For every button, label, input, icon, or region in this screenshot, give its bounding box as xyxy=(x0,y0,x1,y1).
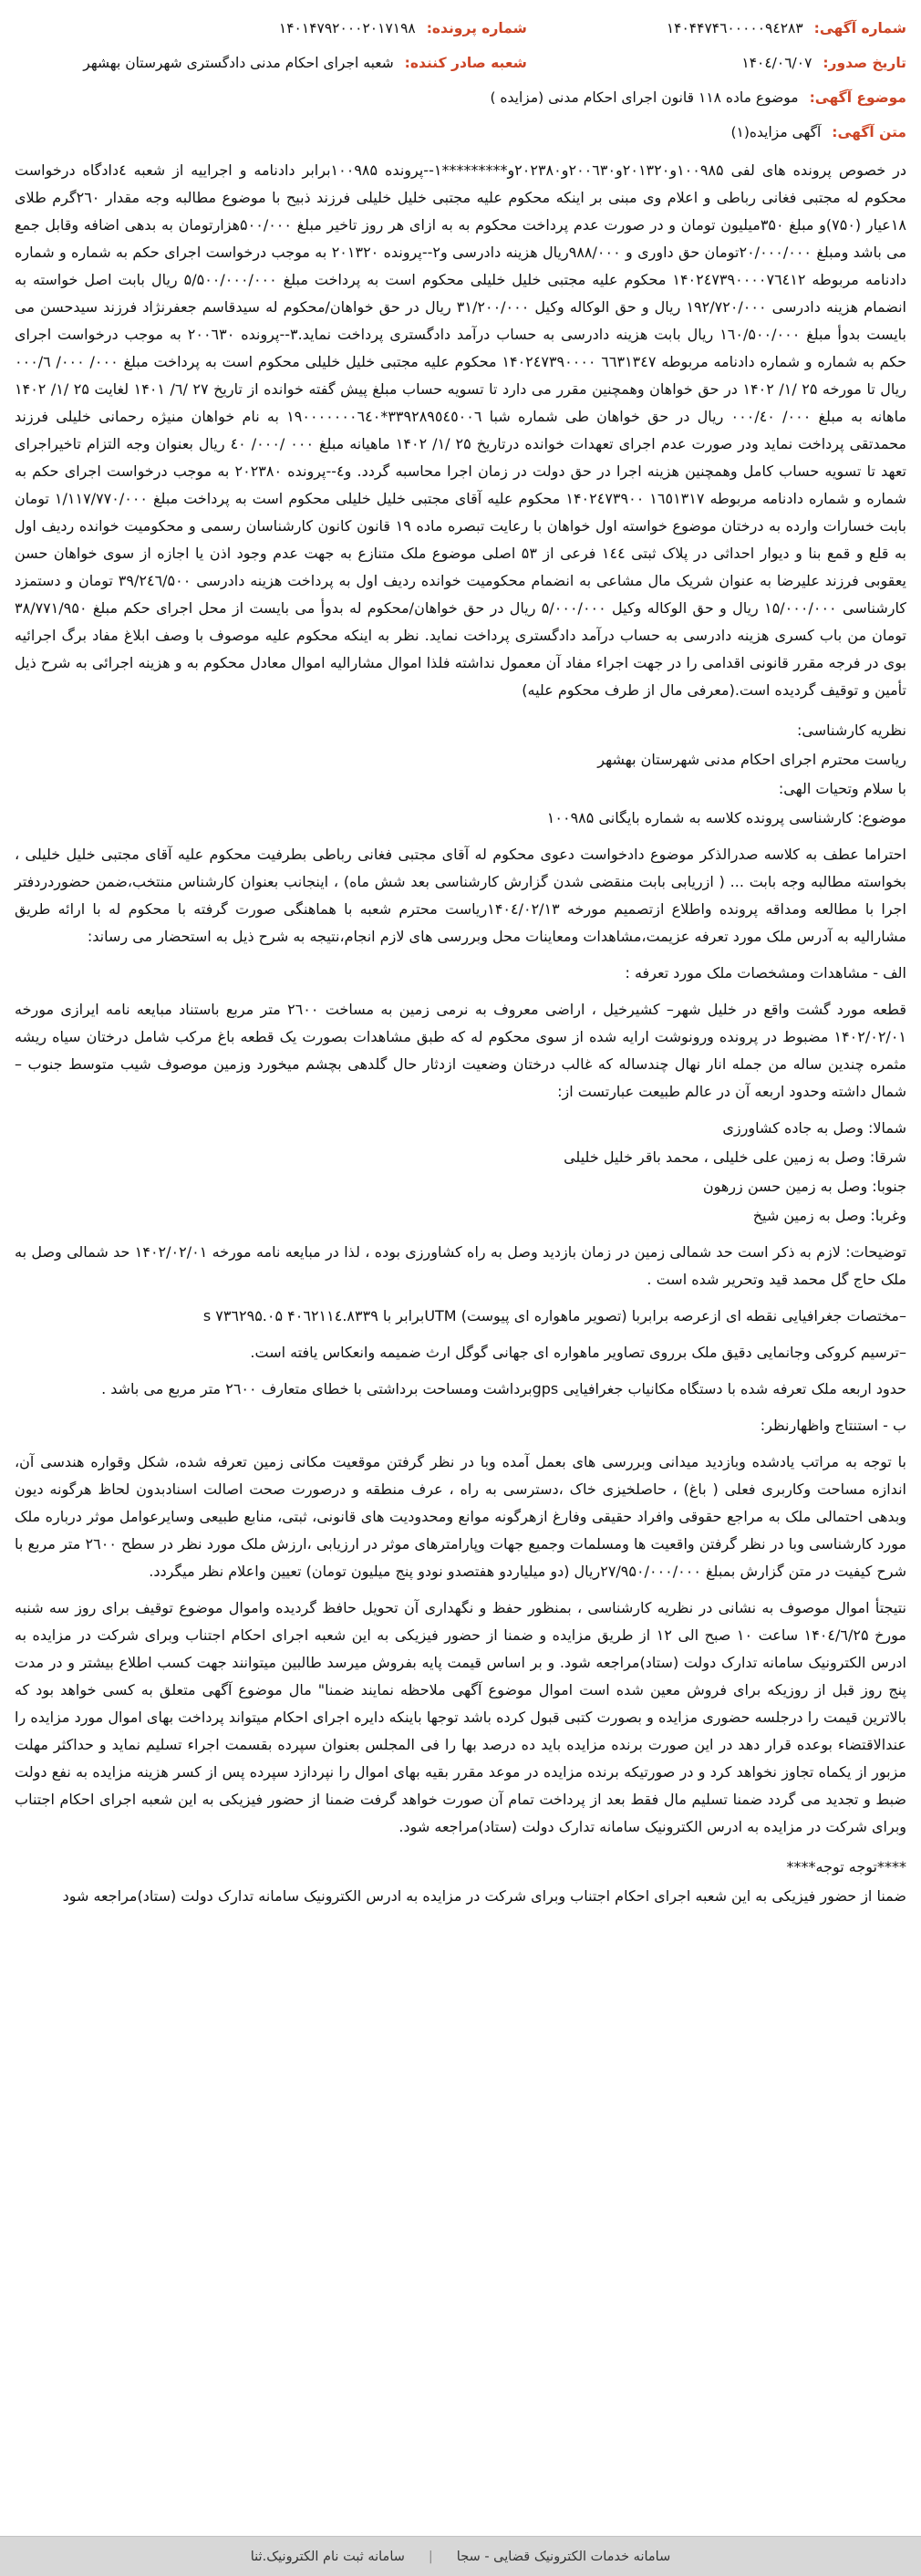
header-row-3 xyxy=(15,88,906,108)
case-number-value: ۱۴۰۱۴۷۹۲۰۰۰۲۰۱۷۱۹۸ xyxy=(278,20,416,36)
notice-text-label: متن آگهی: xyxy=(832,124,906,140)
issuing-branch-label: شعبه صادر کننده: xyxy=(404,55,527,71)
boundary-north: شمالا: وصل به جاده کشاورزی xyxy=(722,1119,906,1137)
field-notice-text xyxy=(15,122,906,142)
notice-header xyxy=(15,18,906,142)
footer-link-sana[interactable]: سامانه ثبت نام الکترونیک.ثنا xyxy=(250,2549,405,2564)
paragraph-sketch-note: –ترسیم کروکی وجانمایی دقیق ملک برروی تصاویر ماهواره ای جهانی گوگل ارث ضمیمه وانعکاس یافته است. xyxy=(250,1344,906,1361)
issue-date-value: ۱۴۰٤/۰٦/۰۷ xyxy=(741,55,812,71)
field-case-number xyxy=(15,18,527,38)
header-row-2 xyxy=(15,53,906,73)
footer-link-saja[interactable]: سامانه خدمات الکترونیک قضایی - سجا xyxy=(456,2549,671,2564)
boundary-south: جنوبا: وصل به زمین حسن زرهون xyxy=(702,1178,906,1195)
field-issuing-branch xyxy=(15,53,527,73)
issuing-branch-value: شعبه اجرای احکام مدنی دادگستری شهرستان بهشهر xyxy=(83,55,394,71)
field-notice-number xyxy=(527,18,906,38)
paragraph-salutation: با سلام وتحیات الهی: xyxy=(778,780,906,797)
boundary-west: وغربا: وصل به زمین شیخ xyxy=(752,1207,906,1224)
notice-number-label: شماره آگهی: xyxy=(813,20,906,36)
header-row-1 xyxy=(15,18,906,38)
case-number-label: شماره پرونده: xyxy=(426,20,527,36)
paragraph-case-subject: موضوع: کارشناسی پرونده کلاسه به شماره بایگانی ۱۰۰۹۸۵ xyxy=(546,809,906,826)
subject-label: موضوع آگهی: xyxy=(809,89,906,106)
section-title-observations: الف - مشاهدات ومشخصات ملک مورد تعرفه : xyxy=(625,964,906,982)
boundary-east: شرقا: وصل به زمین علی خلیلی ، محمد باقر خلیل خلیلی xyxy=(564,1148,906,1166)
paragraph-auction-terms: نتیجتأ اموال موصوف به نشانی در نظریه کارشناسی ، بمنظور حفظ و نگهداری آن تحویل حافظ گردیده واموال موضوع توقیف برای روز سه شنبه مورخ ۱۴۰٤/٦/۲۵ ساعت ۱۰ صبح الی ۱۲ از طریق مزایده و ضمنا از حضور فیزیکی به این شعبه اجرای احکام اجتناب وبرای شرکت در مزایده به ادرس الکترونیک سامانه تدارک دولت (ستاد)مراجعه شود. و بر اساس قیمت پایه بفروش میرسد طالبین میتوانند جهت کسب اطلاع بیشتر و در مدت پنج روز قبل از روزیکه برای فروش معین شده است اموال موضوع آگهی ملاحظه نمایند ضمنا" مال موضوع آگهی متعلق به کسی خواهد بود که بالاترین قیمت را درجلسه حضوری مزایده و بصورت کتبی قبول کرده باشد توجها باینکه دایره اجرای احکام میتواند پرداخت بهای اموال مورد مزایده را عندالاقتضاء بوعده قرار دهد در این صورت برنده مزایده باید ده درصد بها را فی المجلس بعنوان سپرده بقسمت اجراء تسلیم نماید و حداکثر مهلت مزبور از یکماه تجاوز نخواهد کرد و در صورتیکه برنده مزایده در موعد مقرر بقیه بهای اموال را نپردازد سپرده پس از کسر هزینه مزایده به نفع دولت ضبط و تجدید می گردد ضمنا تسلیم مال فقط بعد از پرداخت تمام آن صورت خواهد گرفت ضمنا از حضور فیزیکی به این شعبه اجرای احکام اجتناب وبرای شرکت در مزایده به ادرس الکترونیک سامانه تدارک دولت (ستاد)مراجعه شود. xyxy=(15,1599,906,1835)
paragraph-addressee: ریاست محترم اجرای احکام مدنی شهرستان بهشهر xyxy=(597,751,906,768)
issue-date-label: تاریخ صدور: xyxy=(823,55,906,71)
footer-services-bar xyxy=(0,2536,921,2576)
notice-text-title: آگهی مزایده(۱) xyxy=(730,124,822,140)
paragraph-setad-note: ضمنا از حضور فیزیکی به این شعبه اجرای احکام اجتناب وبرای شرکت در مزایده به ادرس الکترونیک سامانه تدارک دولت (ستاد)مراجعه شود xyxy=(62,1887,906,1905)
paragraph-expert-intro: احتراما عطف به کلاسه صدرالذکر موضوع دادخواست دعوی محکوم له آقای مجتبی فغانی رباطی بطرفیت محکوم علیه آقای مجتبی خلیل خلیلی ، بخواسته مطالبه وجه بابت ... ( ازریابی بابت منقضی شدن گزارش کارشناسی بعد شش ماه) ، اینجانب بعنوان کارشناس منتخب،ضمن حضوردردفتر اجرا با مطالعه ومداقه پرونده واطلاع ازتصمیم مورخه ۱۴۰٤/۰۲/۱۳ریاست محترم شعبه با هماهنگی صورت گرفته با محکوم له با ارائه طریق مشارالیه به آدرس ملک مورد تعرفه عزیمت،مشاهدات ومعاینات محل وبررسی های لازم انجام،نتیجه به شرح ذیل به استحضار می رساند: xyxy=(15,846,907,945)
notice-body xyxy=(15,157,906,1910)
header-row-4 xyxy=(15,122,906,142)
paragraph-utm-coordinates: –مختصات جغرافیایی نقطه ای ازعرصه برابربا (تصویر ماهواره ای پیوست) UTMبرابر با ۴۰٦۲۱۱٤.۸۳۳۹ s ۷۳٦۲۹۵.۰۵ xyxy=(202,1307,906,1324)
paragraph-property-description: قطعه مورد گشت واقع در خلیل شهر– کشیرخیل ، اراضی معروف به نرمی زمین به مساخت ۲٦۰۰ متر مربع باستناد مبایعه نامه ایرازی مورخه ۱۴۰۲/۰۲/۰۱ مضبوط در پرونده ورونوشت ارایه شده از سوی محکوم له که طبق مشاهدات بصورت یک قطعه باغ مرکب شامل درختان سیاه ریشه مثمره چندین ساله من جمله انار نهال چندساله که غالب درختان وضعیت ازدثار حال گلدهی بچشم میخورد وزمین موصوف شیب متوسط جنوب –شمال داشته وحدود اربعه آن در عالم طبیعت عبارتست از: xyxy=(15,1001,906,1100)
subject-value: موضوع ماده ۱۱۸ قانون اجرای احکام مدنی (مزایده ) xyxy=(490,89,799,106)
paragraph-attention-banner: ****توجه توجه**** xyxy=(786,1858,906,1875)
section-title-expert-opinion: نظریه کارشناسی: xyxy=(797,722,906,739)
paragraph-valuation: با توجه به مراتب یادشده وبازدید میدانی وبررسی های بعمل آمده وبا در نظر گرفتن موقعیت مکانی زمین تعرفه شده، شکل وقواره هندسی آن، اندازه مساحت وکاربری فعلی ( باغ) ، حاصلخیزی خاک ،دسترسی به راه ، عرف منطقه و درصورت صحت اصالت اسنادبدون لحاظ هرگونه دیون وبدهی احتمالی ملک به مراجع حقوقی وافراد حقیقی وفارغ ازهرگونه موانع ومحدودیت های قانونی، ثبتی، منابع طبیعی وسایرعوامل موثر درباره ملک مورد کارشناسی وبا در نظر گرفتن واقعیت ها ومسلمات وجمیع جهات وپارامترهای موثر در ارزیابی ،ارزش ملک مورد نظر در سطح ۲٦۰۰ متر مربع با شرح کیفیت در متن گزارش بمبلغ ۲۷/۹۵۰/۰۰۰/۰۰۰ریال (دو میلیاردو هفتصدو نودو پنج میلیون تومان) تعیین واعلام نظر میگردد. xyxy=(15,1453,906,1580)
field-issue-date xyxy=(527,53,906,73)
paragraph-boundary-note: توضیحات: لازم به ذکر است حد شمالی زمین در زمان بازدید وصل به راه کشاورزی بوده ، لذا در مبایعه نامه مورخه ۱۴۰۲/۰۲/۰۱ حد شمالی وصل به ملک حاج گل محمد قید وتحریر شده است . xyxy=(15,1243,906,1288)
paragraph-main-cases: در خصوص پرونده های لفی ۱۰۰۹۸۵و۲۰۱۳۲۰و۲۰۰٦۳۰و۲۰۲۳۸۰و*********۱--پرونده ۱۰۰۹۸۵برابر دادنامه و اجراییه از شعبه ٤دادگاه درخواست محکوم له مجتبی فغانی رباطی و اعلام وی مبنی بر اینکه محکوم علیه مجتبی خلیل خلیلی فرزند ذبیح با موضوع مطالبه وجه مقدار ۲٦۰گرم طلای ۱۸عیار (۷۵۰)و مبلغ ۳۵۰میلیون تومان و در صورت عدم پرداخت محکوم به به ازای هر روز تاخیر مبلغ ۵۰۰/۰۰۰هزارتومان به بدهی اضافه وقابل جمع می باشد ومبلغ ۲۰/۰۰۰/۰۰۰تومان حق داوری و ۹۸۸/۰۰۰ریال هزینه دادرسی و۲--پرونده ۲۰۱۳۲۰ به موجب درخواست اجرای حکم به شماره و شماره دادنامه مربوطه ۱۴۰۲٤۷۳۹۰۰۰۰۷٦٤۱۲ محکوم علیه مجتبی خلیل خلیلی محکوم است به پرداخت مبلغ ۵/۵۰۰/۰۰۰/۰۰۰ ریال بابت اصل خواسته به انضمام هزینه دادرسی ۱۹۲/۷۲۰/۰۰۰ ریال و حق الوکاله وکیل ۳۱/۲۰۰/۰۰۰ ریال در حق خواهان/محکوم له سیدقاسم جعفرنژاد فرزند سیدحسن می بایست بدوأ مبلغ ۱٦۰/۵۰۰/۰۰۰ ریال بابت هزینه دادرسی به حساب درآمد دادگستری پرداخت نماید.۳--پرونده ۲۰۰٦۳۰ به موجب درخواست اجرای حکم به شماره و شماره دادنامه مربوطه ٦٦۳۱۳٤۷ ۱۴۰۲٤۷۳۹۰۰۰۰ محکوم علیه مجتبی خلیل خلیلی محکوم است به پرداخت مبلغ ۰۰۰/ ۰۰۰/ ۰۰۰/٦ ریال تا مورخه ۲۵ /۱/ ۱۴۰۲ در حق خواهان وهمچنین مقرر می دارد تا تسویه حساب مبلغ پیش گفته خوانده از تاریخ ۲۷ /٦/ ۱۴۰۱ لغایت ۲۵ /۱/ ۱۴۰۲ ماهانه به مبلغ ۰۰۰/ ۰۰۰/٤۰ ریال در حق خواهان طی شماره شبا ۳۳۹۲۸۹٥٤٥٠٠٦*۱۹۰۰۰۰۰۰۰٦٤۰ به نام خواهان منیژه رحمانی خلیلی فرزند محمدتقی پرداخت نماید ودر صورت عدم اجرای تعهدات خوانده درتاریخ ۲۵ /۱/ ۱۴۰۲ ماهیانه مبلغ ۰۰۰ /۰۰۰/ ٤۰ ریال بعنوان وجه التزام تاخیراجرای تعهد تا تسویه حساب کامل وهمچنین هزینه اجرا در حق دولت در زمان اجرا محاسبه گردد. و٤--پرونده ۲۰۲۳۸۰ به موجب درخواست اجرای حکم به شماره و شماره دادنامه مربوطه ۱٦٥۱۳۱۷ ۱۴۰۲٤۷۳۹۰۰ محکوم علیه آقای مجتبی خلیل خلیلی محکوم است به پرداخت مبلغ ۱/۱۱۷/۷۷۰/۰۰۰ تومان بابت خسارات وارده به درختان موضوع خواسته اول خواهان با رعایت تبصره ماده ۱۹ قانون کانون کارشناسان رسمی و محکومیت خوانده ردیف اول به قلع و قمع بنا و دیوار احداثی در پلاک ثبتی ۱٤٤ فرعی از ۵۳ اصلی موضوع ملک متنازع به جهت عدم وجود اذن یا اجازه از سوی خواهان حسن یعقوبی فرزند علیرضا به عنوان شریک مال مشاعی به انضمام محکومیت خوانده ردیف اول به پرداخت هزینه دادرسی ۳۹/۲٤٦/۵۰۰ تومان و دستمزد کارشناسی ۱۵/۰۰۰/۰۰۰ ریال و حق الوکاله وکیل ۵/۰۰۰/۰۰۰ ریال در حق خواهان/محکوم له بدوأ می بایست از محل اجرای حکم مبلغ ۳۸/۷۷۱/۹۵۰ تومان من باب کسری هزینه دادرسی به حساب درآمد دادگستری پرداخت نماید. نظر به اینکه محکوم علیه موصوف با وصف ابلاغ مفاد برگ اجرائیه بوی در فرجه مقرر قانونی اقدامی را در جهت اجراء مفاد آن معمول نداشته فلذا اموال مشارالیه اموال معادل محکوم به و هزینه اجرائی به شرح ذیل تأمین و توقیف گردیده است.(معرفی مال از طرف محکوم علیه) xyxy=(15,161,907,699)
section-title-conclusion: ب - استنتاج واظهارنظر: xyxy=(760,1417,906,1434)
paragraph-gps-survey: حدود اربعه ملک تعرفه شده با دستگاه مکانیاب جغرافیایی gpsبرداشت ومساحت برداشتی با خطای متعارف ۲٦۰۰ متر مربع می باشد . xyxy=(101,1380,906,1397)
field-subject xyxy=(15,88,906,108)
footer-separator: | xyxy=(428,2549,433,2564)
notice-number-value: ۱۴۰۴۴۷۴٦۰۰۰۰۰۹٤۲۸۳ xyxy=(666,20,803,36)
